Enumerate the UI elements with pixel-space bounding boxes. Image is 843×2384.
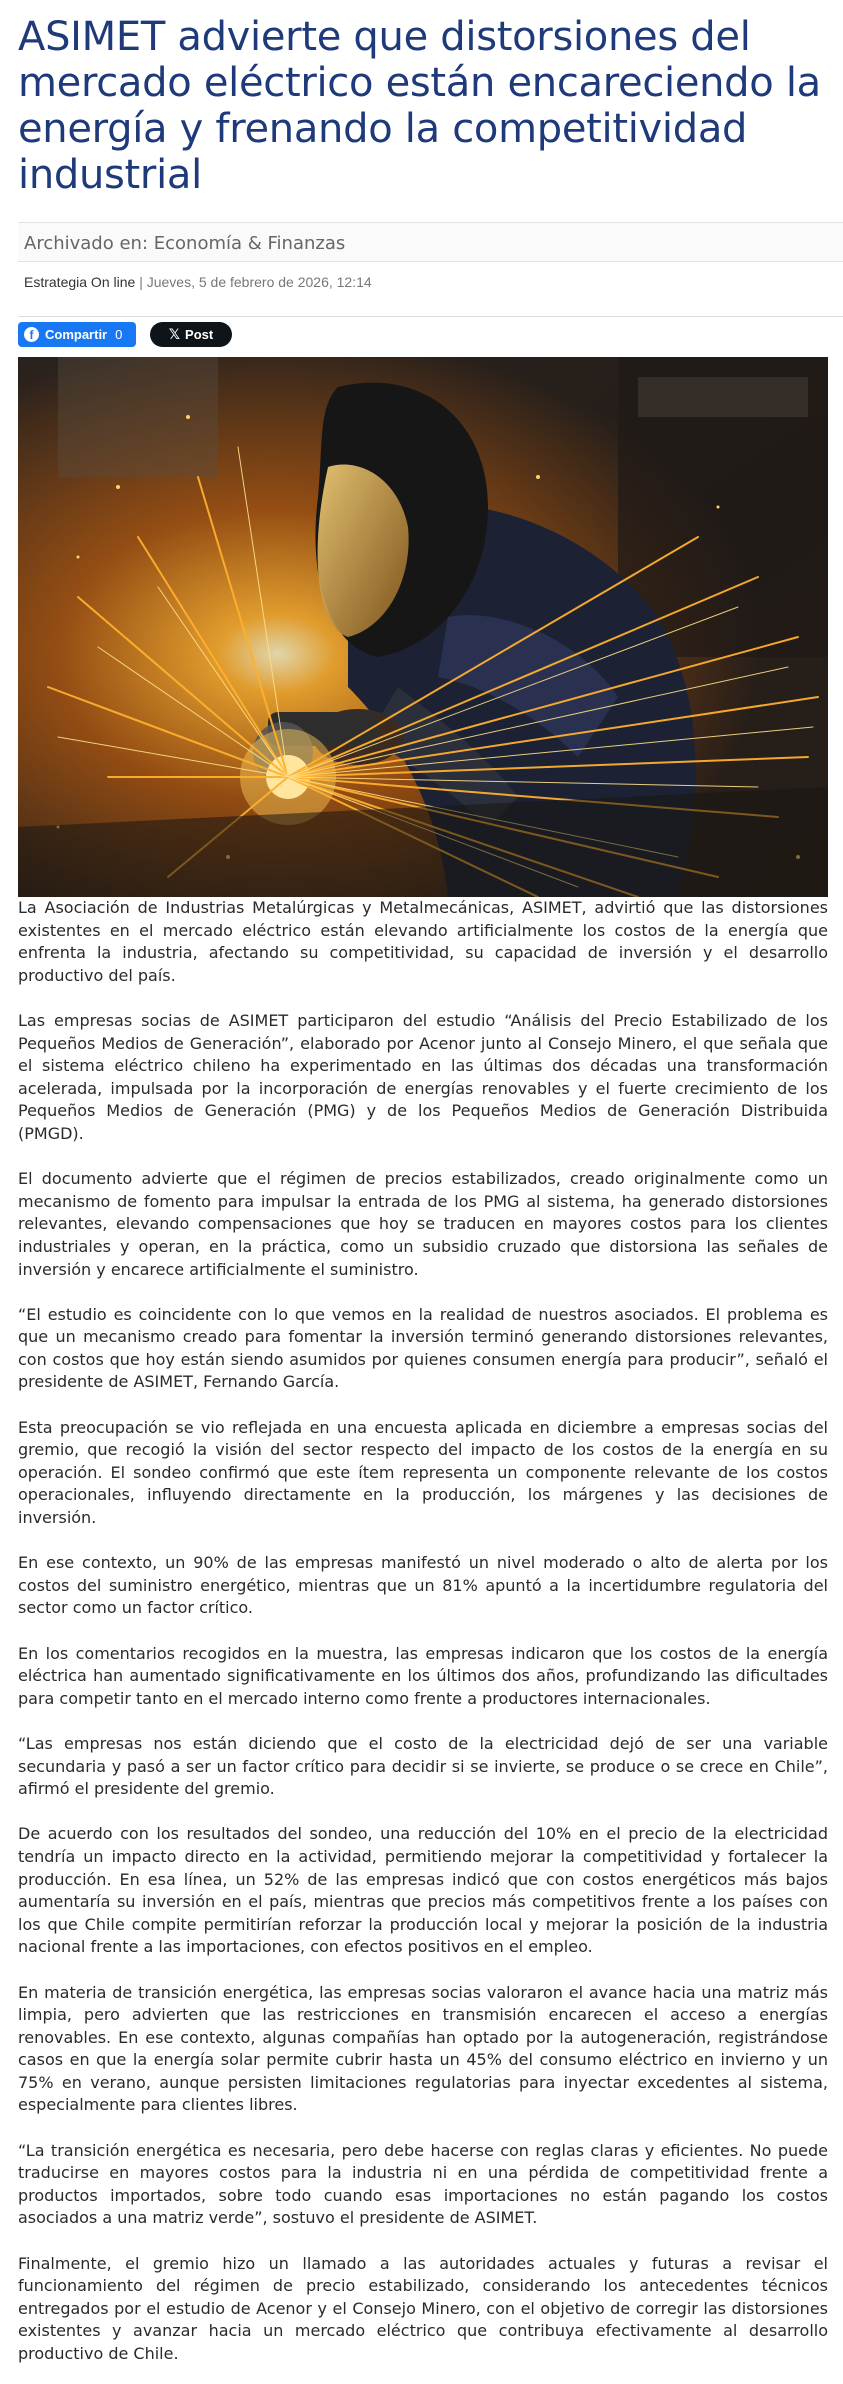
facebook-share-button[interactable] (18, 322, 136, 347)
article-paragraph: La Asociación de Industrias Metalúrgicas y Metalmecánicas, ASIMET, advirtió que las distorsiones existentes en el mercado eléctrico están elevando artificialmente los costos de la energía que enfrenta la industria, afectando su competitividad, su capacidad de inversión y el desarrollo productivo del país. (18, 898, 828, 985)
byline (24, 274, 372, 290)
facebook-share-count: 0 (115, 327, 123, 342)
facebook-share-label: Compartir (45, 327, 108, 342)
article-paragraph: “La transición energética es necesaria, pero debe hacerse con reglas claras y eficientes. No puede traducirse en mayores costos para la industria ni en una pérdida de competitividad frente a productos importados, sobre todo cuando esas importaciones no están pagando los costos asociados a una matriz verde”, sostuvo el presidente de ASIMET. (18, 2140, 828, 2228)
article-paragraph: En materia de transición energética, las empresas socias valoraron el avance hacia una matriz más limpia, pero advierten que las restricciones en transmisión encarecen el acceso a energías renovables. En ese contexto, algunas compañías han optado por la autogeneración, registrándose casos en que la energía solar permite cubrir hasta un 45% del consumo eléctrico en invierno y un 75% en verano, aunque persisten limitaciones regulatorias para inyectar excedentes al sistema, especialmente para clientes libres. (18, 1982, 828, 2115)
article-paragraph: “Las empresas nos están diciendo que el costo de la electricidad dejó de ser una variable secundaria y pasó a ser un factor crítico para decidir si se invierte, se produce o se crece en Chile”, afirmó el presidente del gremio. (18, 1733, 828, 1799)
byline-separator: | (139, 274, 147, 290)
archive-bar (18, 222, 843, 262)
archive-label: Archivado en: (24, 233, 149, 254)
x-logo-icon: 𝕏 (168, 326, 181, 343)
archive-info (24, 233, 345, 254)
byline-source: Estrategia On line (24, 274, 136, 290)
x-post-button[interactable] (150, 322, 232, 347)
article-paragraph: Esta preocupación se vio reflejada en una encuesta aplicada en diciembre a empresas socias del gremio, que recogió la visión del sector respecto del impacto de los costos de la energía en su operación. El sondeo confirmó que este ítem representa un componente relevante de los costos operacionales, influyendo directamente en la producción, los márgenes y las decisiones de inversión. (18, 1417, 828, 1528)
article-paragraph: “El estudio es coincidente con lo que vemos en la realidad de nuestros asociados. El problema es que un mecanismo creado para fomentar la inversión terminó generando distorsiones relevantes, con costos que hoy están siendo asumidos por quienes consumen energía para producir”, señaló el presidente de ASIMET, Fernando García. (18, 1304, 828, 1392)
article-paragraph: En ese contexto, un 90% de las empresas manifestó un nivel moderado o alto de alerta por los costos del suministro energético, mientras que un 81% apuntó a la incertidumbre regulatoria del sector como un factor crítico. (18, 1553, 828, 1618)
article-paragraph: Las empresas socias de ASIMET participaron del estudio “Análisis del Precio Estabilizado de los Pequeños Medios de Generación”, elaborado por Acenor junto al Consejo Minero, el que señala que el sistema eléctrico chileno ha experimentado en las últimas dos décadas una transformación acelerada, impulsada por la incorporación de energías renovables y el fuerte crecimiento de los Pequeños Medios de Generación (PMG) y de los Pequeños Medios de Generación Distribuida (PMGD). (18, 1010, 828, 1143)
welder-sparks-image (18, 357, 828, 897)
x-post-label: Post (185, 327, 214, 342)
facebook-icon: f (24, 327, 39, 342)
article-photo (18, 357, 828, 897)
archive-category-link[interactable]: Economía & Finanzas (153, 233, 346, 254)
byline-divider (18, 316, 843, 317)
article-paragraph: Finalmente, el gremio hizo un llamado a las autoridades actuales y futuras a revisar el funcionamiento del régimen de precio estabilizado, considerando los antecedentes técnicos entregados por el estudio de Acenor y el Consejo Minero, con el objetivo de corregir las distorsiones existentes y avanzar hacia un mercado eléctrico que contribuya efectivamente al desarrollo productivo de Chile. (18, 2253, 828, 2363)
article-paragraph: En los comentarios recogidos en la muestra, las empresas indicaron que los costos de la energía eléctrica han aumentado significativamente en los últimos dos años, profundizando las dificultades para competir tanto en el mercado interno como frente a productores internacionales. (18, 1643, 828, 1708)
byline-date: Jueves, 5 de febrero de 2026, 12:14 (146, 274, 372, 290)
article-paragraph: El documento advierte que el régimen de precios estabilizados, creado originalmente como un mecanismo de fomento para impulsar la entrada de los PMG al sistema, ha generado distorsiones relevantes, elevando compensaciones que hoy se traducen en mayores costos para los clientes industriales y operan, en la práctica, como un subsidio cruzado que distorsiona las señales de inversión y encarece artificialmente el suministro. (18, 1169, 828, 1279)
article-title: ASIMET advierte que distorsiones del mercado eléctrico están encareciendo la energía y frenando la competitividad industrial (18, 14, 821, 198)
article-paragraph: De acuerdo con los resultados del sondeo, una reducción del 10% en el precio de la electricidad tendría un impacto directo en la actividad, permitiendo mejorar la competitividad y fortalecer la producción. En esa línea, un 52% de las empresas indicó que con costos energéticos más bajos aumentaría su inversión en el país, mientras que precios más competitivos frente a los países con los que Chile compite permitirían reforzar la producción local y mejorar la posición de la industria nacional frente a las importaciones, con efectos positivos en el empleo. (18, 1824, 828, 1957)
article-body (18, 897, 828, 2384)
